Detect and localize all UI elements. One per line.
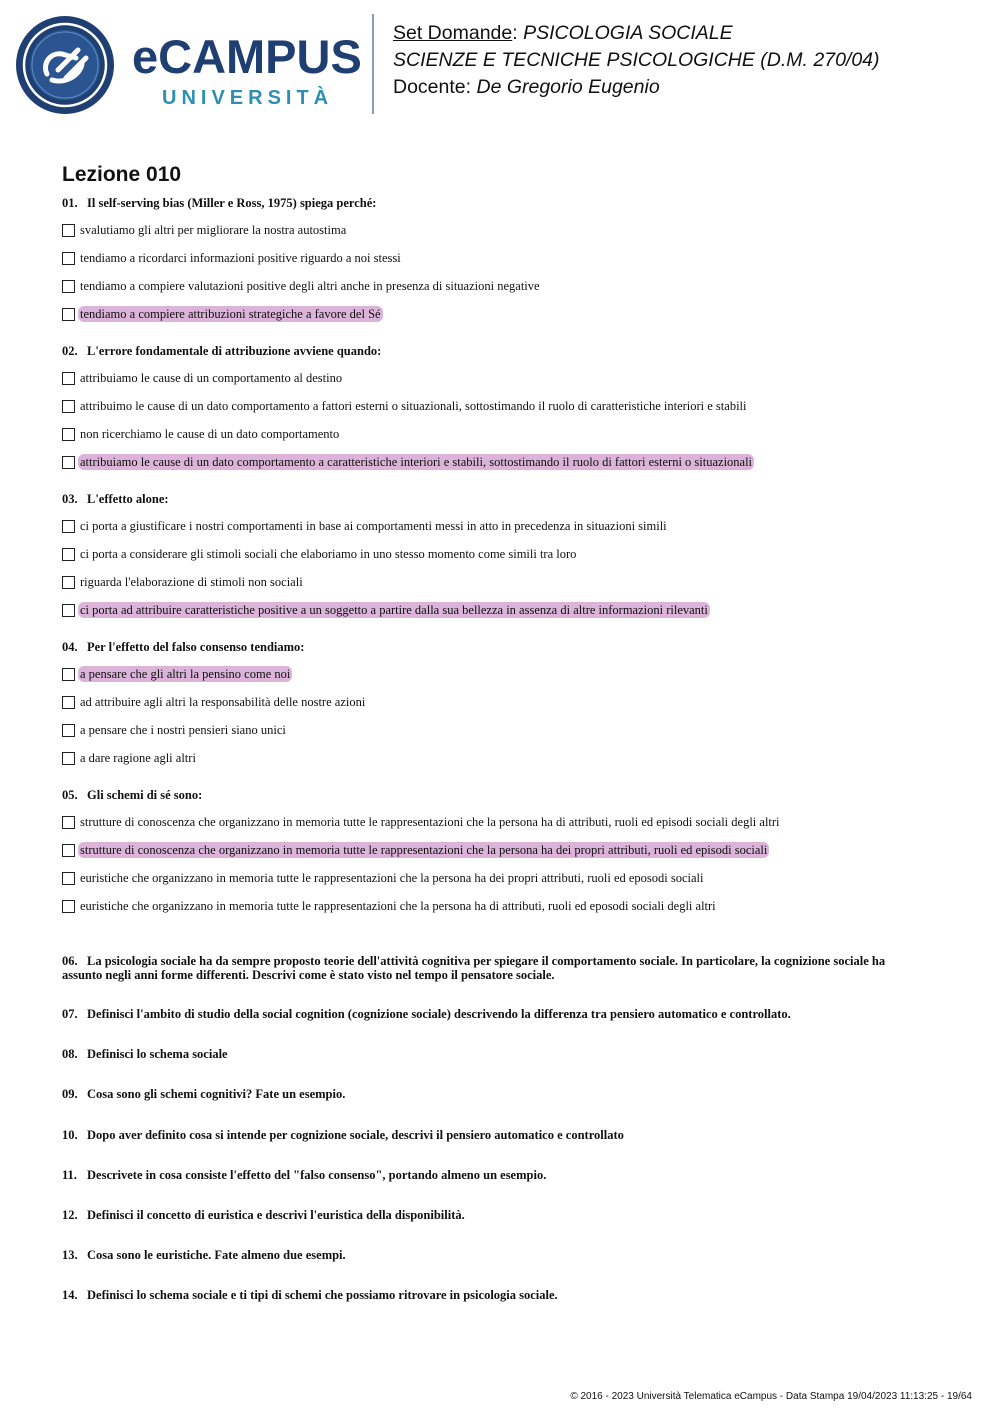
answer-text: svalutiamo gli altri per migliorare la nostra autostima (80, 223, 347, 237)
spacer (62, 920, 942, 936)
lesson-title: Lezione 010 (62, 163, 182, 186)
question-number: 06. (62, 954, 78, 968)
answer-option[interactable] (62, 540, 942, 568)
question-text (62, 344, 942, 358)
spacer (62, 476, 942, 492)
question-number: 10. (62, 1128, 78, 1142)
open-question (62, 1007, 922, 1021)
answer-option[interactable] (62, 596, 942, 624)
mc-questions (62, 196, 942, 936)
answer-options (62, 364, 942, 476)
answer-option[interactable] (62, 448, 942, 476)
question-text (62, 640, 942, 654)
answer-option[interactable] (62, 660, 942, 688)
question-number: 12. (62, 1208, 78, 1222)
page-footer: © 2016 - 2023 Università Telematica eCampus - Data Stampa 19/04/2023 11:13:25 - 19/64 (570, 1391, 972, 1402)
question-number: 02. (62, 344, 78, 358)
question-label: L'effetto alone: (87, 492, 169, 506)
answer-option[interactable] (62, 300, 942, 328)
answer-text: strutture di conoscenza che organizzano in memoria tutte le rappresentazioni che la persona ha di attributi, ruoli ed episodi sociali degli altri (80, 815, 780, 829)
open-question (62, 1248, 922, 1262)
answer-option[interactable] (62, 716, 942, 744)
spacer (62, 624, 942, 640)
answer-options (62, 512, 942, 624)
answer-text: ci porta a considerare gli stimoli sociali che elaboriamo in uno stesso momento come simili tra loro (80, 547, 577, 561)
answer-options (62, 660, 942, 772)
answer-checkbox[interactable] (62, 372, 75, 385)
answer-option[interactable] (62, 808, 942, 836)
question-number: 05. (62, 788, 78, 802)
ecampus-seal-icon (14, 14, 116, 116)
header-divider (372, 14, 374, 114)
question-number: 11. (62, 1168, 77, 1182)
question-number: 01. (62, 196, 78, 210)
course-name: PSICOLOGIA SOCIALE (523, 22, 733, 44)
answer-text: tendiamo a ricordarci informazioni positive riguardo a noi stessi (80, 251, 401, 265)
answer-option[interactable] (62, 892, 942, 920)
answer-text: non ricerchiamo le cause di un dato comportamento (80, 427, 340, 441)
answer-options (62, 808, 942, 920)
answer-checkbox[interactable] (62, 696, 75, 709)
question-number: 14. (62, 1288, 78, 1302)
question-number: 04. (62, 640, 78, 654)
answer-option[interactable] (62, 216, 942, 244)
mc-question (62, 492, 942, 640)
set-label: Set Domande (393, 22, 513, 44)
open-question (62, 954, 922, 982)
answer-checkbox[interactable] (62, 724, 75, 737)
answer-option[interactable] (62, 688, 942, 716)
question-text (62, 492, 942, 506)
course-info (393, 20, 880, 101)
answer-options (62, 216, 942, 328)
answer-text: tendiamo a compiere valutazioni positive degli altri anche in presenza di situazioni negative (80, 279, 540, 293)
correct-answer-text: a pensare che gli altri la pensino come noi (80, 667, 291, 681)
mc-question (62, 640, 942, 788)
answer-option[interactable] (62, 744, 942, 772)
answer-option[interactable] (62, 272, 942, 300)
answer-option[interactable] (62, 420, 942, 448)
answer-option[interactable] (62, 836, 942, 864)
question-label: Per l'effetto del falso consenso tendiamo: (87, 640, 305, 654)
answer-checkbox[interactable] (62, 548, 75, 561)
question-label: Definisci l'ambito di studio della social cognition (cognizione sociale) descrivendo la differenza tra pensiero automatico e controllato. (87, 1007, 791, 1021)
mc-question (62, 196, 942, 344)
open-question (62, 1208, 922, 1222)
logo-wordmark: eCAMPUS (132, 30, 362, 83)
correct-answer-text: tendiamo a compiere attribuzioni strategiche a favore del Sé (80, 307, 381, 321)
open-question (62, 1128, 922, 1142)
answer-text: ad attribuire agli altri la responsabilità delle nostre azioni (80, 695, 366, 709)
question-number: 08. (62, 1047, 78, 1061)
correct-answer-text: attribuiamo le cause di un dato comportamento a caratteristiche interiori e stabili, sottostimando il ruolo di fattori esterni o situazionali (80, 455, 753, 469)
answer-checkbox[interactable] (62, 752, 75, 765)
answer-text: euristiche che organizzano in memoria tutte le rappresentazioni che la persona ha di attributi, ruoli ed eposodi sociali degli altri (80, 899, 716, 913)
question-label: L'errore fondamentale di attribuzione avviene quando: (87, 344, 382, 358)
answer-option[interactable] (62, 392, 942, 420)
open-question (62, 1288, 922, 1302)
answer-option[interactable] (62, 364, 942, 392)
logo-subtitle: UNIVERSITÀ (162, 87, 334, 109)
question-number: 09. (62, 1087, 78, 1101)
question-label: Descrivete in cosa consiste l'effetto del "falso consenso", portando almeno un esempio. (87, 1168, 547, 1182)
question-label: Cosa sono le euristiche. Fate almeno due esempi. (87, 1248, 346, 1262)
mc-question (62, 344, 942, 492)
answer-checkbox[interactable] (62, 428, 75, 441)
spacer (62, 328, 942, 344)
question-label: Definisci lo schema sociale (87, 1047, 228, 1061)
answer-checkbox[interactable] (62, 400, 75, 413)
answer-checkbox[interactable] (62, 520, 75, 533)
answer-checkbox[interactable] (62, 668, 75, 681)
question-label: Definisci lo schema sociale e ti tipi di schemi che possiamo ritrovare in psicologia sociale. (87, 1288, 558, 1302)
question-text (62, 788, 942, 802)
answer-checkbox[interactable] (62, 308, 75, 321)
answer-checkbox[interactable] (62, 252, 75, 265)
spacer (62, 772, 942, 788)
question-label: Gli schemi di sé sono: (87, 788, 203, 802)
question-number: 03. (62, 492, 78, 506)
question-number: 07. (62, 1007, 78, 1021)
answer-checkbox[interactable] (62, 844, 75, 857)
correct-answer-text: ci porta ad attribuire caratteristiche positive a un soggetto a partire dalla sua bellezza in assenza di altre informazioni rilevanti (80, 603, 708, 617)
answer-checkbox[interactable] (62, 576, 75, 589)
answer-checkbox[interactable] (62, 604, 75, 617)
course-line (393, 20, 880, 47)
answer-text: ci porta a giustificare i nostri comportamenti in base ai comportamenti messi in atto in precedenza in situazioni simili (80, 519, 667, 533)
question-label: Cosa sono gli schemi cognitivi? Fate un esempio. (87, 1087, 346, 1101)
answer-checkbox[interactable] (62, 900, 75, 913)
set-separator: : (512, 22, 518, 44)
degree-name: SCIENZE E TECNICHE PSICOLOGICHE (D.M. 270/04) (393, 49, 880, 71)
answer-text: euristiche che organizzano in memoria tutte le rappresentazioni che la persona ha dei propri attributi, ruoli ed eposodi sociali (80, 871, 704, 885)
question-number: 13. (62, 1248, 78, 1262)
mc-question (62, 788, 942, 936)
answer-option[interactable] (62, 864, 942, 892)
question-label: Definisci il concetto di euristica e descrivi l'euristica della disponibilità. (87, 1208, 465, 1222)
teacher-name: De Gregorio Eugenio (476, 76, 660, 98)
answer-option[interactable] (62, 568, 942, 596)
answer-text: a pensare che i nostri pensieri siano unici (80, 723, 286, 737)
answer-checkbox[interactable] (62, 872, 75, 885)
question-label: Dopo aver definito cosa si intende per cognizione sociale, descrivi il pensiero automatico e controllato (87, 1128, 624, 1142)
answer-option[interactable] (62, 244, 942, 272)
answer-text: attribuimo le cause di un dato comportamento a fattori esterni o situazionali, sottostimando il ruolo di caratteristiche interiori e stabili (80, 399, 747, 413)
correct-answer-text: strutture di conoscenza che organizzano in memoria tutte le rappresentazioni che la persona ha dei propri attributi, ruoli ed episodi sociali (80, 843, 768, 857)
answer-text: riguarda l'elaborazione di stimoli non sociali (80, 575, 303, 589)
questions-list (62, 196, 942, 1302)
teacher-label: Docente: (393, 76, 472, 98)
answer-checkbox[interactable] (62, 456, 75, 469)
answer-option[interactable] (62, 512, 942, 540)
teacher-line (393, 74, 880, 101)
ecampus-logo (14, 14, 362, 118)
answer-checkbox[interactable] (62, 816, 75, 829)
question-text (62, 196, 942, 210)
page-header (0, 0, 1000, 130)
open-question (62, 1168, 922, 1182)
question-label: La psicologia sociale ha da sempre proposto teorie dell'attività cognitiva per spiegare il comportamento sociale. In particolare, la cognizione sociale ha assunto negli anni forme differenti. Descrivi come è stato visto nel tempo il pensatore sociale. (62, 954, 886, 982)
answer-text: a dare ragione agli altri (80, 751, 196, 765)
answer-text: attribuiamo le cause di un comportamento al destino (80, 371, 343, 385)
answer-checkbox[interactable] (62, 280, 75, 293)
open-question (62, 1047, 922, 1061)
answer-checkbox[interactable] (62, 224, 75, 237)
question-label: Il self-serving bias (Miller e Ross, 1975) spiega perché: (87, 196, 377, 210)
open-question (62, 1087, 922, 1101)
